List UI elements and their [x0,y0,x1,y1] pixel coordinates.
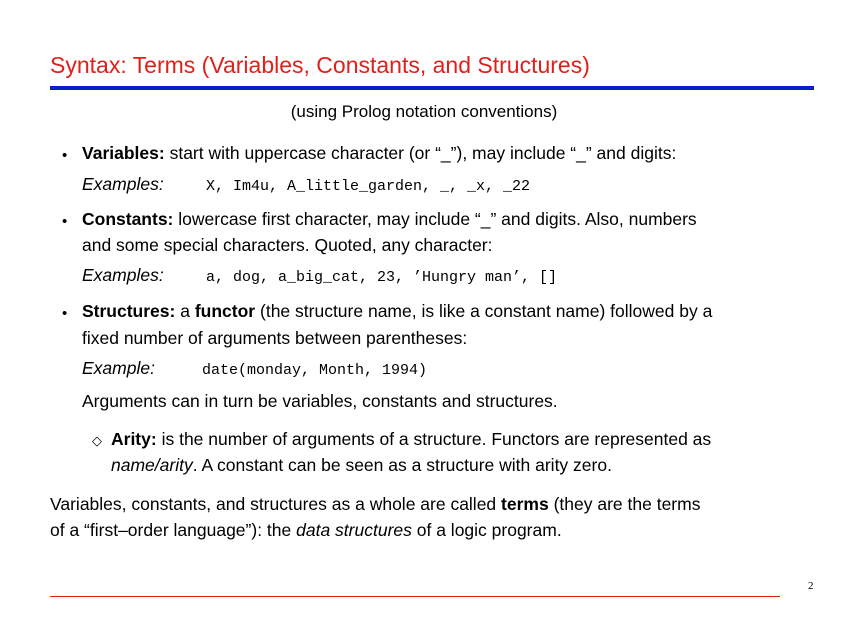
name-arity-term: name/arity [111,455,193,475]
constants-examples-row [82,265,557,286]
variables-examples-row [82,174,530,195]
structures-example-row [82,358,427,379]
constants-label: Constants: [82,209,174,229]
structures-text-2: fixed number of arguments between parentheses: [82,328,468,348]
arity-label: Arity: [111,429,157,449]
examples-label: Examples: [82,174,164,194]
slide-subtitle: (using Prolog notation conventions) [290,102,558,121]
constants-examples: a, dog, a_big_cat, 23, ’Hungry man’, [] [206,269,558,286]
examples-label: Examples: [82,265,164,285]
functor-term: functor [194,301,256,321]
arity-text-2-row [111,455,612,476]
variables-label: Variables: [82,143,165,163]
page-number: 2 [808,580,814,592]
structures-label: Structures: [82,301,176,321]
arity-text-1: is the number of arguments of a structure. Functors are represented as [161,429,712,449]
footer-rule [50,596,780,597]
data-structures-term: data structures [296,520,412,540]
bullet-structures [82,301,712,322]
summary-line-2 [50,520,562,541]
example-label: Example: [82,358,155,378]
summary-part-4: of a logic program. [416,520,562,540]
constants-text-2: and some special characters. Quoted, any character: [82,235,493,255]
structures-example: date(monday, Month, 1994) [202,362,428,379]
bullet-icon: • [62,213,68,230]
bullet-variables [82,143,676,164]
variables-examples: X, Im4u, A_little_garden, _, _x, _22 [206,178,531,195]
title-rule [50,86,814,90]
terms-term: terms [501,494,549,514]
bullet-icon: • [62,305,68,322]
summary-part-2: (they are the terms [553,494,701,514]
structures-args-text: Arguments can in turn be variables, constants and structures. [82,391,558,411]
subbullet-arity [111,429,711,450]
slide-title: Syntax: Terms (Variables, Constants, and Structures) [50,52,590,78]
constants-text-1: lowercase first character, may include “_” and digits. Also, numbers [178,209,697,229]
summary-part-3: of a “first–order language”): the [50,520,292,540]
summary-part-1: Variables, constants, and structures as a whole are called [50,494,497,514]
bullet-constants [82,209,697,230]
summary-line-1 [50,494,700,515]
variables-text: start with uppercase character (or “_”), may include “_” and digits: [169,143,677,163]
arity-text-2: . A constant can be seen as a structure with arity zero. [192,455,612,475]
structures-text-1: (the structure name, is like a constant name) followed by a [260,301,713,321]
bullet-icon: • [62,147,68,164]
diamond-bullet-icon: ◇ [92,433,102,448]
structures-pre: a [180,301,190,321]
